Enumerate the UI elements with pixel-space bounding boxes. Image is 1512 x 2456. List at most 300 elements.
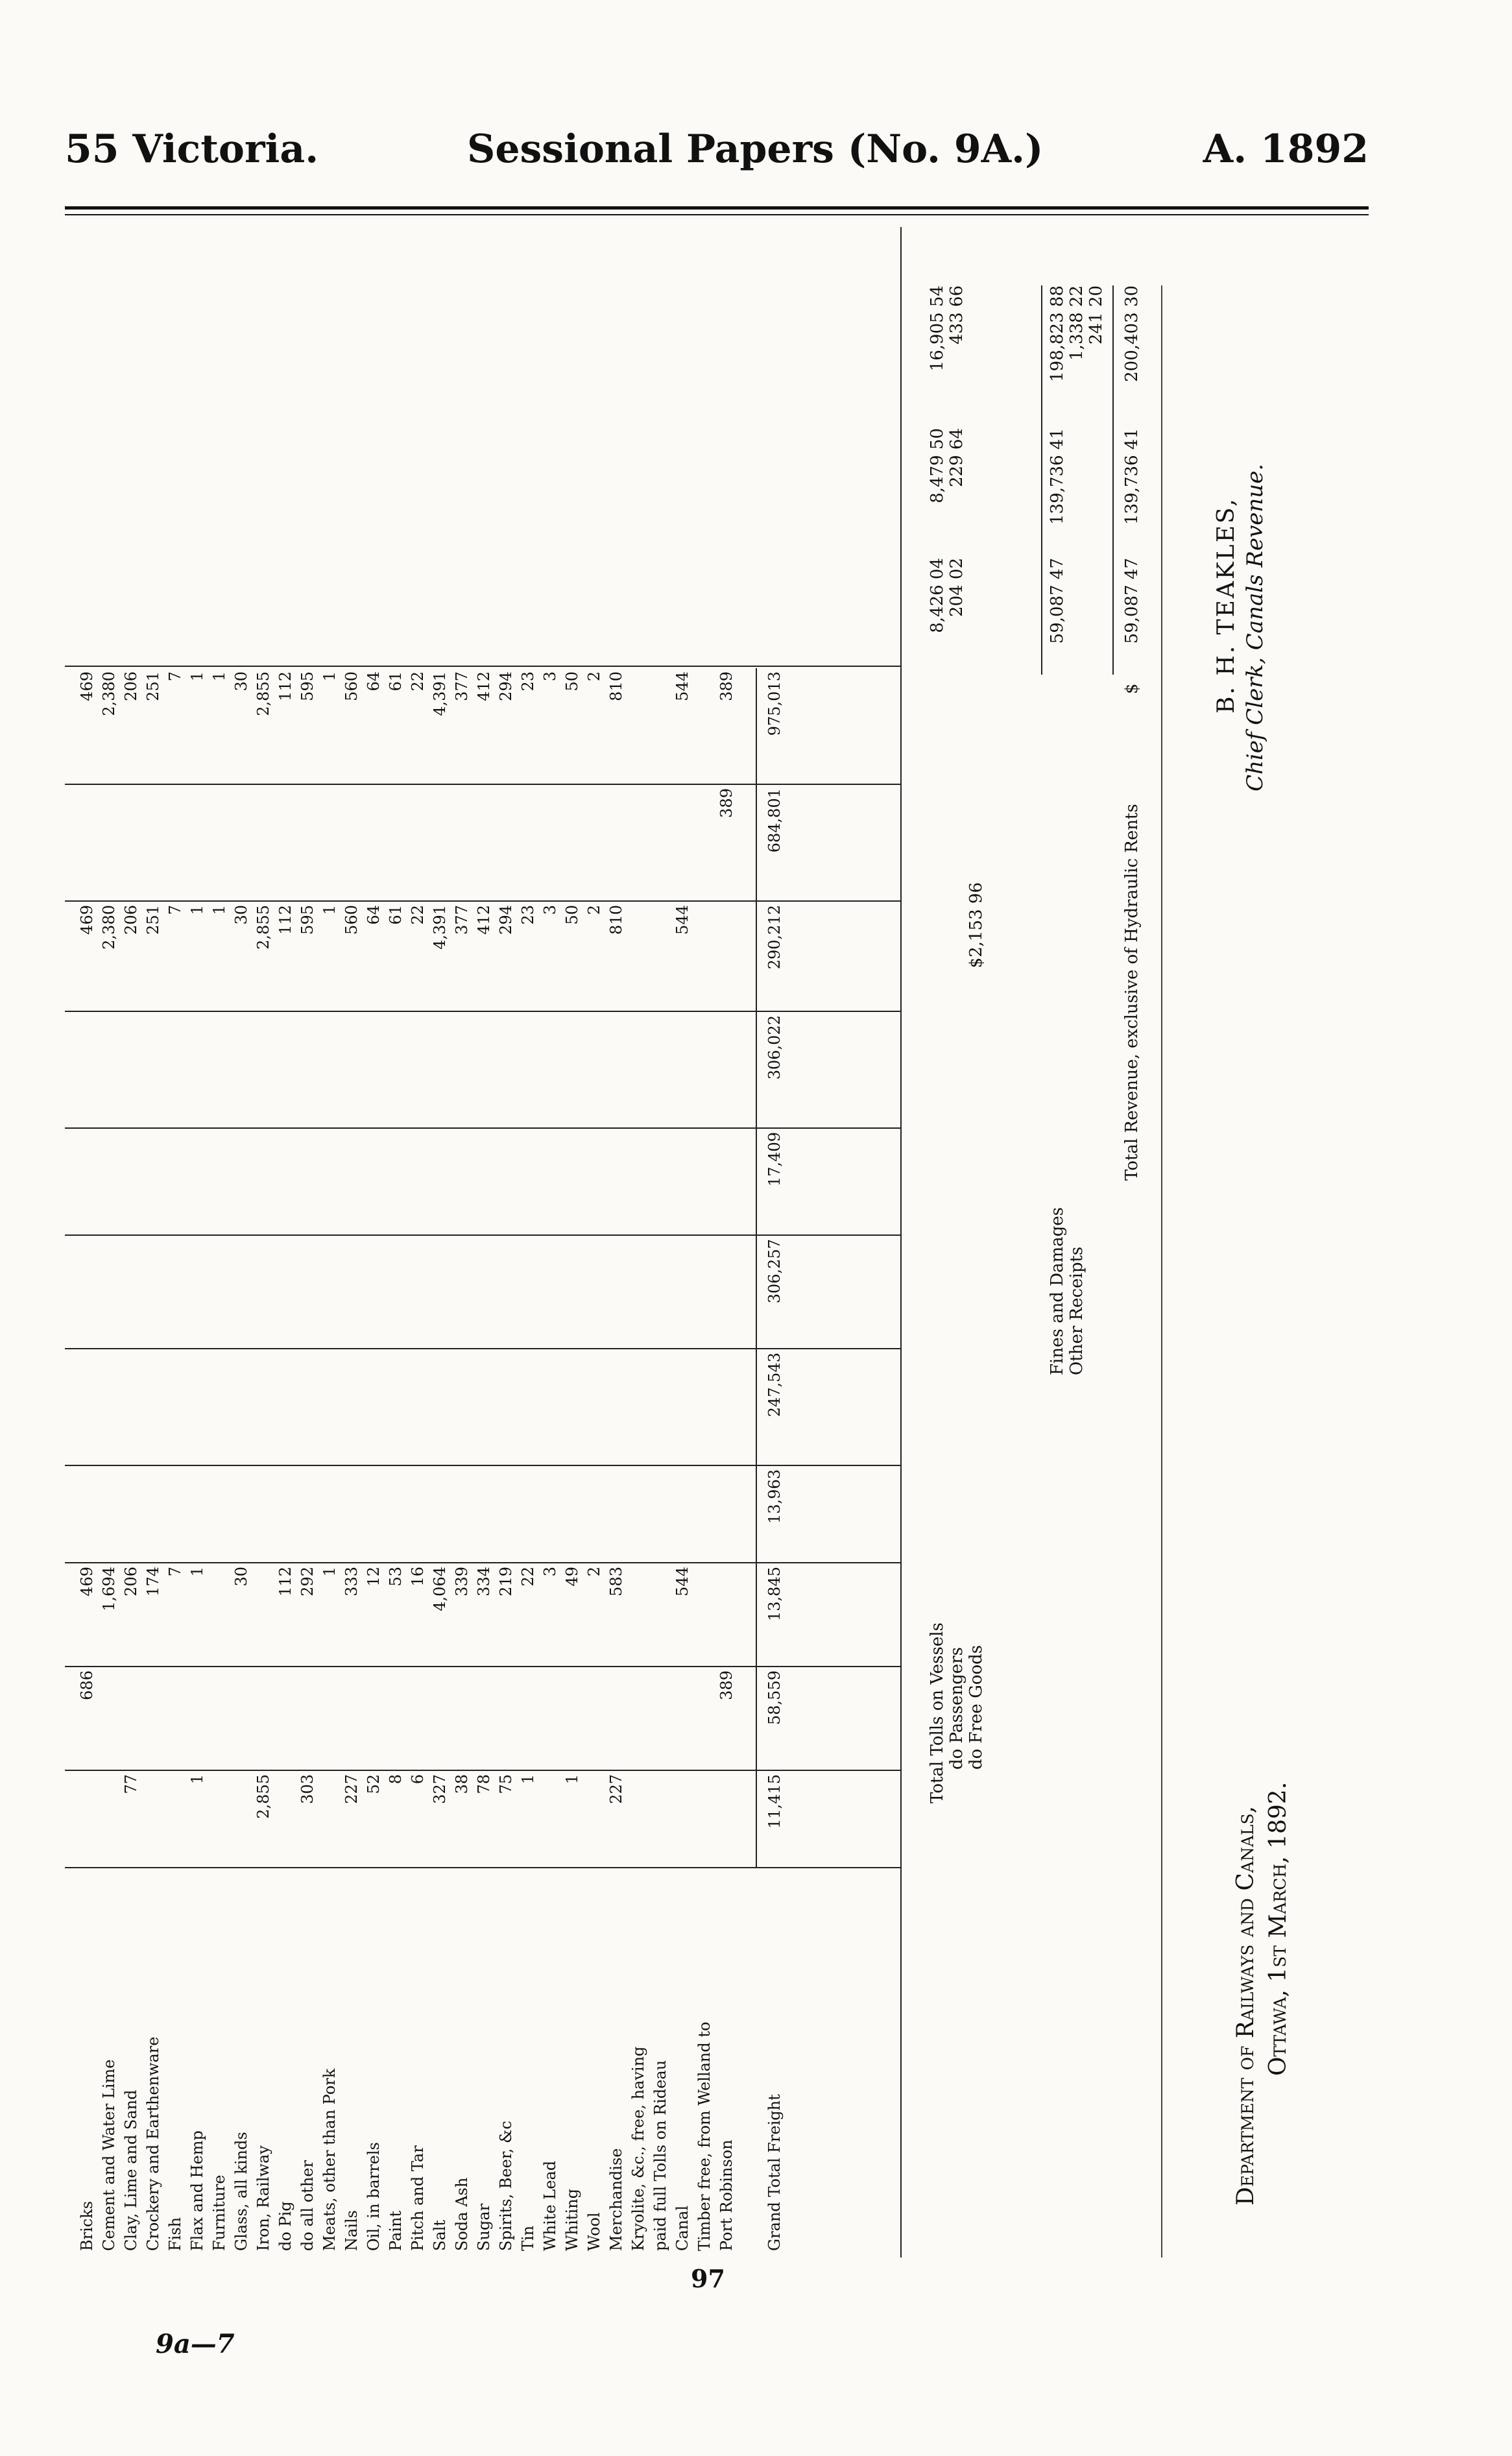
- cell-col-3: 13,845: [765, 1567, 784, 1621]
- row-label: Timber free, from Welland to: [695, 2021, 714, 2251]
- table-row: [607, 227, 625, 2257]
- cell-col-11: 975,013: [765, 671, 784, 736]
- cell-col-5: [409, 1353, 427, 1443]
- cell-col-6: [254, 1239, 272, 1330]
- cell-col-7: [695, 1132, 714, 1223]
- cell-col-2: [651, 1670, 669, 1761]
- cell-col-11: 595: [298, 671, 317, 701]
- cell-col-1: [651, 1774, 669, 1865]
- cell-col-2: 58,559: [765, 1670, 784, 1725]
- cell-col-5: [673, 1353, 691, 1443]
- cell-col-3: 1: [320, 1567, 339, 1577]
- cell-col-7: [519, 1132, 537, 1223]
- cell-col-4: [254, 1469, 272, 1560]
- cell-col-4: [717, 1469, 736, 1560]
- cell-col-4: [342, 1469, 361, 1560]
- cell-col-8: [78, 1015, 96, 1106]
- row-label: Clay, Lime and Sand: [122, 2089, 140, 2251]
- cell-col-3: 16: [409, 1567, 427, 1587]
- table-row: [475, 227, 493, 2257]
- row-label: Paint: [387, 2210, 405, 2251]
- cell-col-9: 50: [563, 905, 581, 925]
- cell-col-1: 2,855: [254, 1774, 272, 1819]
- cell-col-9: 544: [673, 905, 691, 935]
- cell-col-5: [453, 1353, 471, 1443]
- cell-col-3: 22: [519, 1567, 537, 1587]
- cell-col-10: [629, 788, 647, 879]
- cell-col-1: [673, 1774, 691, 1865]
- row-label: Glass, all kinds: [232, 2132, 250, 2251]
- cell-col-3: 469: [78, 1567, 96, 1596]
- cell-col-8: 306,022: [765, 1015, 784, 1080]
- row-label: White Lead: [541, 2160, 559, 2251]
- cell-col-2: [122, 1670, 140, 1761]
- cell-col-11: 112: [276, 671, 294, 701]
- cell-col-8: [717, 1015, 736, 1106]
- cell-col-7: [673, 1132, 691, 1223]
- cell-col-7: [475, 1132, 493, 1223]
- total-b: 139,736 41: [1122, 428, 1142, 525]
- cell-col-4: 13,963: [765, 1469, 784, 1524]
- cell-col-8: [475, 1015, 493, 1106]
- cell-col-3: 112: [276, 1567, 294, 1596]
- cell-col-8: [585, 1015, 603, 1106]
- other-receipts-amount: 241 20: [1086, 285, 1106, 344]
- cell-col-8: [409, 1015, 427, 1106]
- cell-col-8: [166, 1015, 184, 1106]
- cell-col-3: 333: [342, 1567, 361, 1596]
- cell-col-4: [100, 1469, 118, 1560]
- cell-col-6: 306,257: [765, 1239, 784, 1304]
- total-revenue-label: Total Revenue, exclusive of Hydraulic Rents: [1122, 804, 1142, 1181]
- cell-col-11: 206: [122, 671, 140, 701]
- cell-col-3: 53: [387, 1567, 405, 1587]
- cell-col-6: [497, 1239, 515, 1330]
- cell-col-7: [342, 1132, 361, 1223]
- cell-col-9: 2,380: [100, 905, 118, 950]
- cell-col-4: [276, 1469, 294, 1560]
- cell-col-11: 1: [210, 671, 228, 682]
- cell-col-1: 303: [298, 1774, 317, 1804]
- passengers-amount-b: 229 64: [947, 428, 966, 487]
- row-label: do all other: [298, 2160, 317, 2251]
- header-rule-thick: [65, 206, 1369, 210]
- cell-col-11: 412: [475, 671, 493, 701]
- row-label: Fish: [166, 2217, 184, 2251]
- cell-col-6: [298, 1239, 317, 1330]
- cell-col-1: 227: [342, 1774, 361, 1804]
- total-c: 200,403 30: [1122, 285, 1142, 382]
- cell-col-6: [585, 1239, 603, 1330]
- tolls-passengers-label: do Passengers: [947, 1646, 966, 1770]
- cell-col-5: [254, 1353, 272, 1443]
- cell-col-3: [695, 1567, 714, 1657]
- table-row: [519, 227, 537, 2257]
- cell-col-6: [387, 1239, 405, 1330]
- cell-col-2: [210, 1670, 228, 1761]
- cell-col-2: [409, 1670, 427, 1761]
- cell-col-6: [673, 1239, 691, 1330]
- table-row: [100, 227, 118, 2257]
- cell-col-4: [541, 1469, 559, 1560]
- cell-col-5: [342, 1353, 361, 1443]
- header-year: A. 1892: [1203, 126, 1369, 172]
- cell-col-2: [298, 1670, 317, 1761]
- table-row: [320, 227, 339, 2257]
- cell-col-7: [629, 1132, 647, 1223]
- cell-col-8: [563, 1015, 581, 1106]
- cell-col-1: [166, 1774, 184, 1865]
- fines-amount: 1,338 22: [1067, 285, 1086, 361]
- cell-col-1: 6: [409, 1774, 427, 1785]
- cell-col-10: [166, 788, 184, 879]
- cell-col-4: [232, 1469, 250, 1560]
- cell-col-4: [166, 1469, 184, 1560]
- cell-col-5: [519, 1353, 537, 1443]
- cell-col-9: 412: [475, 905, 493, 935]
- cell-col-8: [320, 1015, 339, 1106]
- signature-title: Chief Clerk, Canals Revenue.: [1242, 463, 1268, 791]
- cell-col-2: [100, 1670, 118, 1761]
- footer-signature-mark: 9a—7: [156, 2329, 235, 2359]
- cell-col-9: [629, 905, 647, 996]
- cell-col-11: 2: [585, 671, 603, 682]
- row-label: Nails: [342, 2210, 361, 2251]
- cell-col-10: [695, 788, 714, 879]
- fines-label: Fines and Damages: [1048, 1207, 1067, 1375]
- cell-col-4: [651, 1469, 669, 1560]
- cell-col-3: [254, 1567, 272, 1657]
- table-row: [585, 227, 603, 2257]
- cell-col-7: [188, 1132, 206, 1223]
- cell-col-10: [342, 788, 361, 879]
- cell-col-5: 247,543: [765, 1353, 784, 1417]
- cell-col-10: [298, 788, 317, 879]
- cell-col-9: 61: [387, 905, 405, 925]
- cell-col-8: [100, 1015, 118, 1106]
- page-number: 97: [691, 2264, 725, 2293]
- cell-col-3: 544: [673, 1567, 691, 1596]
- cell-col-4: [320, 1469, 339, 1560]
- cell-col-4: [607, 1469, 625, 1560]
- cell-col-1: [695, 1774, 714, 1865]
- cell-col-8: [144, 1015, 162, 1106]
- running-header: [65, 126, 1369, 178]
- table-row: [232, 227, 250, 2257]
- cell-col-8: [453, 1015, 471, 1106]
- cell-col-7: [607, 1132, 625, 1223]
- cell-col-10: [320, 788, 339, 879]
- cell-col-7: [585, 1132, 603, 1223]
- table-row: [254, 227, 272, 2257]
- tolls-free-goods-label: do Free Goods: [966, 1644, 986, 1770]
- free-goods-amount: $2,153 96: [966, 882, 986, 969]
- header-rule-thin: [65, 214, 1369, 215]
- cell-col-4: [365, 1469, 383, 1560]
- table-bottom-rule: [900, 227, 902, 2257]
- row-label: Bricks: [78, 2200, 96, 2251]
- cell-col-8: [298, 1015, 317, 1106]
- cell-col-6: [607, 1239, 625, 1330]
- cell-col-3: 219: [497, 1567, 515, 1596]
- cell-col-10: [607, 788, 625, 879]
- subtotal-rule: [1041, 285, 1042, 675]
- cell-col-3: [651, 1567, 669, 1657]
- cell-col-5: [475, 1353, 493, 1443]
- cell-col-3: 30: [232, 1567, 250, 1587]
- cell-col-8: [342, 1015, 361, 1106]
- row-label: Furniture: [210, 2174, 228, 2251]
- row-label: Pitch and Tar: [409, 2145, 427, 2251]
- cell-col-11: [629, 671, 647, 762]
- cell-col-7: [232, 1132, 250, 1223]
- row-label: Wool: [585, 2212, 603, 2251]
- cell-col-6: [166, 1239, 184, 1330]
- cell-col-9: 810: [607, 905, 625, 935]
- cell-col-3: 583: [607, 1567, 625, 1596]
- cell-col-7: [166, 1132, 184, 1223]
- cell-col-11: 64: [365, 671, 383, 692]
- cell-col-10: [497, 788, 515, 879]
- cell-col-3: [629, 1567, 647, 1657]
- cell-col-4: [585, 1469, 603, 1560]
- cell-col-1: 327: [431, 1774, 449, 1804]
- subtotal-b: 139,736 41: [1048, 428, 1067, 525]
- cell-col-5: [695, 1353, 714, 1443]
- table-row: [276, 227, 294, 2257]
- cell-col-9: [651, 905, 669, 996]
- cell-col-2: [519, 1670, 537, 1761]
- cell-col-2: [254, 1670, 272, 1761]
- cell-col-2: [629, 1670, 647, 1761]
- cell-col-11: 294: [497, 671, 515, 701]
- cell-col-10: [409, 788, 427, 879]
- cell-col-5: [431, 1353, 449, 1443]
- cell-col-1: 1: [563, 1774, 581, 1785]
- cell-col-10: 684,801: [765, 788, 784, 853]
- cell-col-11: 50: [563, 671, 581, 692]
- cell-col-1: [232, 1774, 250, 1865]
- cell-col-3: 2: [585, 1567, 603, 1577]
- table-row: [629, 227, 647, 2257]
- cell-col-11: 1: [188, 671, 206, 682]
- cell-col-4: [673, 1469, 691, 1560]
- table-row: [717, 227, 736, 2257]
- cell-col-7: [100, 1132, 118, 1223]
- cell-col-1: 8: [387, 1774, 405, 1785]
- cell-col-1: 77: [122, 1774, 140, 1794]
- cell-col-5: [210, 1353, 228, 1443]
- cell-col-2: [232, 1670, 250, 1761]
- cell-col-9: 7: [166, 905, 184, 915]
- cell-col-3: 339: [453, 1567, 471, 1596]
- cell-col-10: [365, 788, 383, 879]
- freight-table: [65, 227, 902, 2257]
- cell-col-2: [342, 1670, 361, 1761]
- cell-col-3: 334: [475, 1567, 493, 1596]
- cell-col-8: [431, 1015, 449, 1106]
- cell-col-11: [651, 671, 669, 762]
- cell-col-2: 389: [717, 1670, 736, 1700]
- subtotal-c: 198,823 88: [1048, 285, 1067, 382]
- cell-col-1: [78, 1774, 96, 1865]
- cell-col-3: 7: [166, 1567, 184, 1577]
- cell-col-2: [607, 1670, 625, 1761]
- cell-col-4: [519, 1469, 537, 1560]
- cell-col-9: 112: [276, 905, 294, 935]
- cell-col-6: [100, 1239, 118, 1330]
- table-row: [651, 227, 669, 2257]
- table-row: [695, 227, 714, 2257]
- cell-col-3: [210, 1567, 228, 1657]
- cell-col-7: [298, 1132, 317, 1223]
- row-label: paid full Tolls on Rideau: [651, 2060, 669, 2251]
- total-a: 59,087 47: [1122, 558, 1142, 644]
- table-row: [342, 227, 361, 2257]
- table-row: [541, 227, 559, 2257]
- cell-col-10: [651, 788, 669, 879]
- cell-col-9: 560: [342, 905, 361, 935]
- cell-col-9: 251: [144, 905, 162, 935]
- vessels-amount-a: 8,426 04: [928, 558, 947, 633]
- table-row: [563, 227, 581, 2257]
- cell-col-4: [298, 1469, 317, 1560]
- cell-col-8: [695, 1015, 714, 1106]
- cell-col-2: [475, 1670, 493, 1761]
- row-label: Oil, in barrels: [365, 2142, 383, 2251]
- cell-col-4: [563, 1469, 581, 1560]
- cell-col-3: 292: [298, 1567, 317, 1596]
- cell-col-11: 2,855: [254, 671, 272, 716]
- passengers-amount-a: 204 02: [947, 558, 966, 617]
- row-label: Whiting: [563, 2189, 581, 2251]
- cell-col-5: [320, 1353, 339, 1443]
- cell-col-4: [497, 1469, 515, 1560]
- cell-col-10: [144, 788, 162, 879]
- table-row: [365, 227, 383, 2257]
- cell-col-5: [651, 1353, 669, 1443]
- cell-col-11: 377: [453, 671, 471, 701]
- cell-col-6: [453, 1239, 471, 1330]
- cell-col-7: [210, 1132, 228, 1223]
- cell-col-7: [365, 1132, 383, 1223]
- cell-col-1: [210, 1774, 228, 1865]
- cell-col-11: 3: [541, 671, 559, 682]
- cell-col-9: 1: [188, 905, 206, 915]
- cell-col-9: 206: [122, 905, 140, 935]
- cell-col-1: [100, 1774, 118, 1865]
- subtotal-a: 59,087 47: [1048, 558, 1067, 644]
- cell-col-9: 294: [497, 905, 515, 935]
- cell-col-3: [717, 1567, 736, 1657]
- vessels-amount-c: 16,905 54: [928, 285, 947, 372]
- cell-col-2: [387, 1670, 405, 1761]
- cell-col-11: 61: [387, 671, 405, 692]
- cell-col-6: [475, 1239, 493, 1330]
- cell-col-7: [78, 1132, 96, 1223]
- cell-col-10: [541, 788, 559, 879]
- cell-col-11: 1: [320, 671, 339, 682]
- total-dollar-sign: $: [1122, 683, 1142, 694]
- cell-col-6: [122, 1239, 140, 1330]
- header-title: Sessional Papers (No. 9A.): [467, 126, 1044, 172]
- cell-col-10: [210, 788, 228, 879]
- cell-col-4: [144, 1469, 162, 1560]
- cell-col-11: 22: [409, 671, 427, 692]
- cell-col-5: [144, 1353, 162, 1443]
- cell-col-11: 389: [717, 671, 736, 701]
- cell-col-10: [563, 788, 581, 879]
- cell-col-2: [673, 1670, 691, 1761]
- cell-col-9: 4,391: [431, 905, 449, 950]
- cell-col-6: [276, 1239, 294, 1330]
- table-row: [122, 227, 140, 2257]
- cell-col-5: [78, 1353, 96, 1443]
- cell-col-6: [210, 1239, 228, 1330]
- cell-col-4: [387, 1469, 405, 1560]
- cell-col-7: [254, 1132, 272, 1223]
- cell-col-11: 7: [166, 671, 184, 682]
- table-row: [453, 227, 471, 2257]
- cell-col-5: [563, 1353, 581, 1443]
- vessels-amount-b: 8,479 50: [928, 428, 947, 503]
- cell-col-5: [298, 1353, 317, 1443]
- signature-name: B. H. TEAKLES,: [1213, 497, 1240, 714]
- cell-col-8: [210, 1015, 228, 1106]
- cell-col-8: [629, 1015, 647, 1106]
- cell-col-8: [497, 1015, 515, 1106]
- cell-col-8: [188, 1015, 206, 1106]
- cell-col-5: [100, 1353, 118, 1443]
- cell-col-11: 469: [78, 671, 96, 701]
- cell-col-4: [695, 1469, 714, 1560]
- cell-col-5: [166, 1353, 184, 1443]
- cell-col-2: [320, 1670, 339, 1761]
- cell-col-7: [717, 1132, 736, 1223]
- cell-col-8: [651, 1015, 669, 1106]
- cell-col-10: [519, 788, 537, 879]
- cell-col-7: [276, 1132, 294, 1223]
- cell-col-1: 78: [475, 1774, 493, 1794]
- cell-col-9: 22: [409, 905, 427, 925]
- cell-col-9: 2: [585, 905, 603, 915]
- cell-col-6: [320, 1239, 339, 1330]
- row-label: Port Robinson: [717, 2139, 736, 2251]
- cell-col-8: [387, 1015, 405, 1106]
- cell-col-3: 4,064: [431, 1567, 449, 1611]
- cell-col-9: 2,855: [254, 905, 272, 950]
- cell-col-2: [166, 1670, 184, 1761]
- row-label: Grand Total Freight: [765, 2094, 784, 2251]
- table-row: [497, 227, 515, 2257]
- cell-col-9: 23: [519, 905, 537, 925]
- cell-col-10: [585, 788, 603, 879]
- cell-col-10: [122, 788, 140, 879]
- cell-col-6: [144, 1239, 162, 1330]
- cell-col-8: [607, 1015, 625, 1106]
- cell-col-11: 810: [607, 671, 625, 701]
- row-label: Sugar: [475, 2203, 493, 2251]
- row-label: Meats, other than Pork: [320, 2068, 339, 2251]
- cell-col-11: 23: [519, 671, 537, 692]
- cell-col-6: [695, 1239, 714, 1330]
- cell-col-6: [409, 1239, 427, 1330]
- cell-col-9: 1: [210, 905, 228, 915]
- cell-col-6: [342, 1239, 361, 1330]
- cell-col-4: [122, 1469, 140, 1560]
- cell-col-8: [122, 1015, 140, 1106]
- cell-col-2: [695, 1670, 714, 1761]
